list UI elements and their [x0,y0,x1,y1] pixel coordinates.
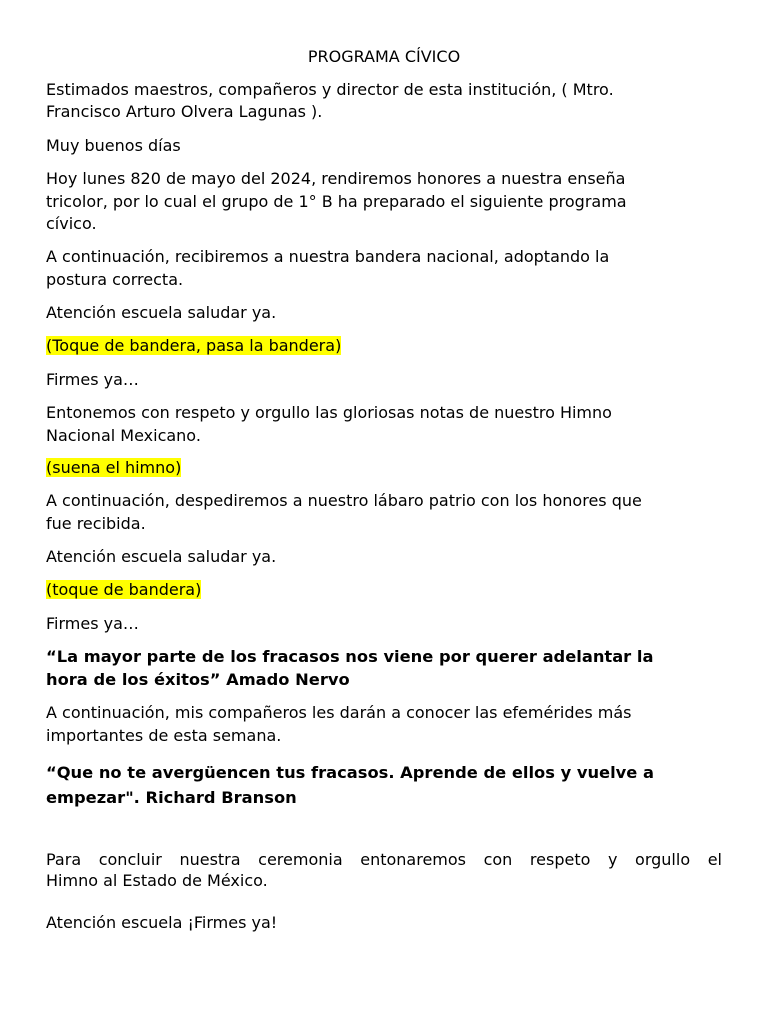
quote-1-line-1: “La mayor parte de los fracasos nos viene por querer adelantar la [46,647,654,666]
salute-line-2: Atención escuela saludar ya. [46,547,277,566]
highlighted-note: (toque de bandera) [46,580,202,599]
receive-flag-line-2: postura correcta. [46,270,184,289]
intro-line-3: cívico. [46,214,97,233]
final-command-line: Atención escuela ¡Firmes ya! [46,913,278,932]
highlighted-note: (Toque de bandera, pasa la bandera) [46,336,342,355]
highlighted-note: (suena el himno) [46,458,182,477]
farewell-line-2: fue recibida. [46,514,146,533]
stage-note-3 [46,579,201,601]
closing-line-2: Himno al Estado de México. [46,871,268,890]
ephemerides-line-1: A continuación, mis compañeros les darán a conocer las efemérides más [46,703,632,722]
greeting-line-1: Estimados maestros, compañeros y director de esta institución, ( Mtro. [46,80,614,99]
stage-note-2 [46,457,181,479]
quote-1-line-2: hora de los éxitos” Amado Nervo [46,670,350,689]
salute-line-1: Atención escuela saludar ya. [46,303,277,322]
firm-line-2: Firmes ya… [46,614,139,633]
greeting-line-2: Francisco Arturo Olvera Lagunas ). [46,102,323,121]
intro-line-1: Hoy lunes 820 de mayo del 2024, rendiremos honores a nuestra enseña [46,169,626,188]
stage-note-1 [46,335,341,357]
anthem-line-2: Nacional Mexicano. [46,426,201,445]
anthem-line-1: Entonemos con respeto y orgullo las gloriosas notas de nuestro Himno [46,403,612,422]
closing-line-1: Para concluir nuestra ceremonia entonaremos con respeto y orgullo el [46,850,722,869]
firm-line-1: Firmes ya… [46,370,139,389]
quote-2-line-1: “Que no te avergüencen tus fracasos. Aprende de ellos y vuelve a [46,763,654,782]
page-title: PROGRAMA CÍVICO [307,47,461,66]
quote-2-line-2: empezar". Richard Branson [46,788,297,807]
receive-flag-line-1: A continuación, recibiremos a nuestra bandera nacional, adoptando la [46,247,610,266]
ephemerides-line-2: importantes de esta semana. [46,726,282,745]
good-morning-line: Muy buenos días [46,136,181,155]
intro-line-2: tricolor, por lo cual el grupo de 1° B ha preparado el siguiente programa [46,192,627,211]
farewell-line-1: A continuación, despediremos a nuestro lábaro patrio con los honores que [46,491,642,510]
